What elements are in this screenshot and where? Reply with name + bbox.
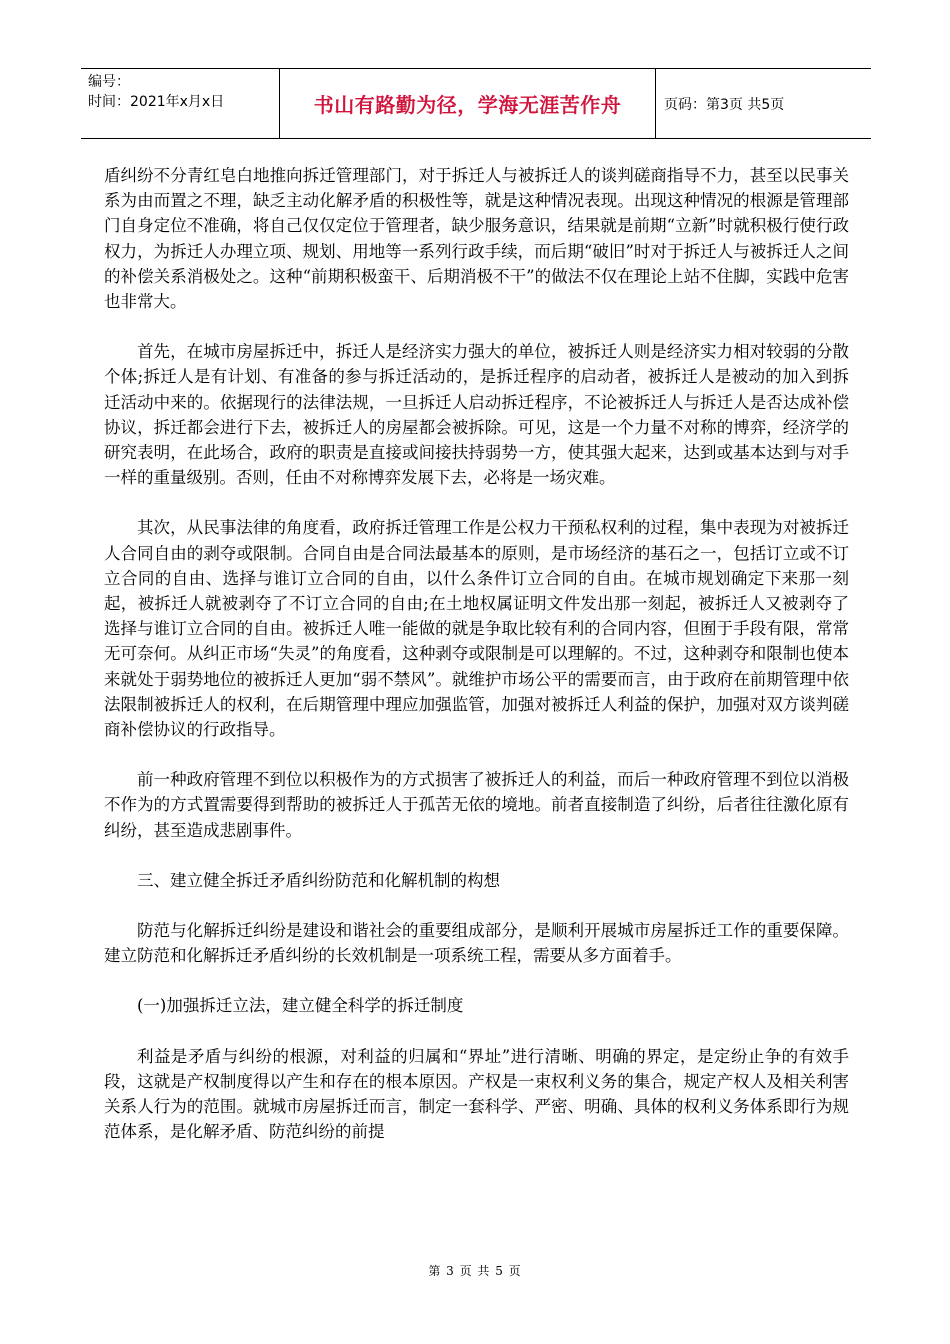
subsection-heading: (一)加强拆迁立法，建立健全科学的拆迁制度 xyxy=(137,996,464,1016)
document-date-label: 时间：2021年x月x日 xyxy=(88,94,225,110)
body-paragraph: 首先，在城市房屋拆迁中，拆迁人是经济实力强大的单位，被拆迁人则是经济实力相对较弱的分散个体;拆迁人是有计划、有准备的参与拆迁活动的，是拆迁程序的启动者，被拆迁人是被动的加入到拆迁活动中来的。依据现行的法律法规，一旦拆迁人启动拆迁程序，不论被拆迁人与拆迁人是否达成补偿协议，拆迁都会进行下去，被拆迁人的房屋都会被拆除。可见，这是一个力量不对称的博弈，经济学的研究表明，在此场合，政府的职责是直接或间接扶持弱势一方，使其强大起来，达到或基本达到与对手一样的重量级别。否则，任由不对称博弈发展下去，必将是一场灾难。 xyxy=(104,342,849,488)
header-page-number: 页码：第3页 共5页 xyxy=(664,96,785,113)
body-paragraph: 利益是矛盾与纠纷的根源，对利益的归属和“界址”进行清晰、明确的界定，是定纷止争的有效手段，这就是产权制度得以产生和存在的根本原因。产权是一束权利义务的集合，规定产权人及相关利害关系人行为的范围。就城市房屋拆迁而言，制定一套科学、严密、明确、具体的权利义务体系即行为规范体系，是化解矛盾、防范纠纷的前提 xyxy=(104,1046,849,1142)
header-meta xyxy=(81,69,280,138)
document-number-label: 编号： xyxy=(88,74,130,90)
header-motto: 书山有路勤为径，学海无涯苦作舟 xyxy=(280,69,656,138)
body-paragraph: 其次，从民事法律的角度看，政府拆迁管理工作是公权力干预私权利的过程，集中表现为对被拆迁人合同自由的剥夺或限制。合同自由是合同法最基本的原则，是市场经济的基石之一，包括订立或不订立合同的自由、选择与谁订立合同的自由，以什么条件订立合同的自由。在城市规划确定下来那一刻起，被拆迁人就被剥夺了不订立合同的自由;在土地权属证明文件发出那一刻起，被拆迁人又被剥夺了选择与谁订立合同的自由。被拆迁人唯一能做的就是争取比较有利的合同内容，但囿于手段有限，常常无可奈何。从纠正市场“失灵”的角度看，这种剥夺或限制是可以理解的。不过，这种剥夺和限制也使本来就处于弱势地位的被拆迁人更加“弱不禁风”。就维护市场公平的需要而言，由于政府在前期管理中依法限制被拆迁人的权利，在后期管理中理应加强监管，加强对被拆迁人利益的保护，加强对双方谈判磋商补偿协议的行政指导。 xyxy=(104,518,849,740)
document-body xyxy=(104,163,849,1170)
page-footer: 第 3 页 共 5 页 xyxy=(428,1264,522,1278)
body-paragraph: 前一种政府管理不到位以积极作为的方式损害了被拆迁人的利益，而后一种政府管理不到位以消极不作为的方式置需要得到帮助的被拆迁人于孤苦无依的境地。前者直接制造了纠纷，后者往往激化原有纠纷，甚至造成悲剧事件。 xyxy=(104,770,849,840)
body-paragraph: 防范与化解拆迁纠纷是建设和谐社会的重要组成部分，是顺利开展城市房屋拆迁工作的重要保障。建立防范和化解拆迁矛盾纠纷的长效机制是一项系统工程，需要从多方面着手。 xyxy=(104,921,849,966)
section-heading: 三、建立健全拆迁矛盾纠纷防范和化解机制的构想 xyxy=(137,870,500,890)
body-paragraph: 盾纠纷不分青红皂白地推向拆迁管理部门，对于拆迁人与被拆迁人的谈判磋商指导不力，甚至以民事关系为由而置之不理，缺乏主动化解矛盾的积极性等，就是这种情况表现。出现这种情况的根源是管理部门自身定位不准确，将自己仅仅定位于管理者，缺少服务意识，结果就是前期“立新”时就积极行使行政权力，为拆迁人办理立项、规划、用地等一系列行政手续，而后期“破旧”时对于拆迁人与被拆迁人之间的补偿关系消极处之。这种“前期积极蛮干、后期消极不干”的做法不仅在理论上站不住脚，实践中危害也非常大。 xyxy=(104,166,849,312)
page-header xyxy=(81,68,871,139)
